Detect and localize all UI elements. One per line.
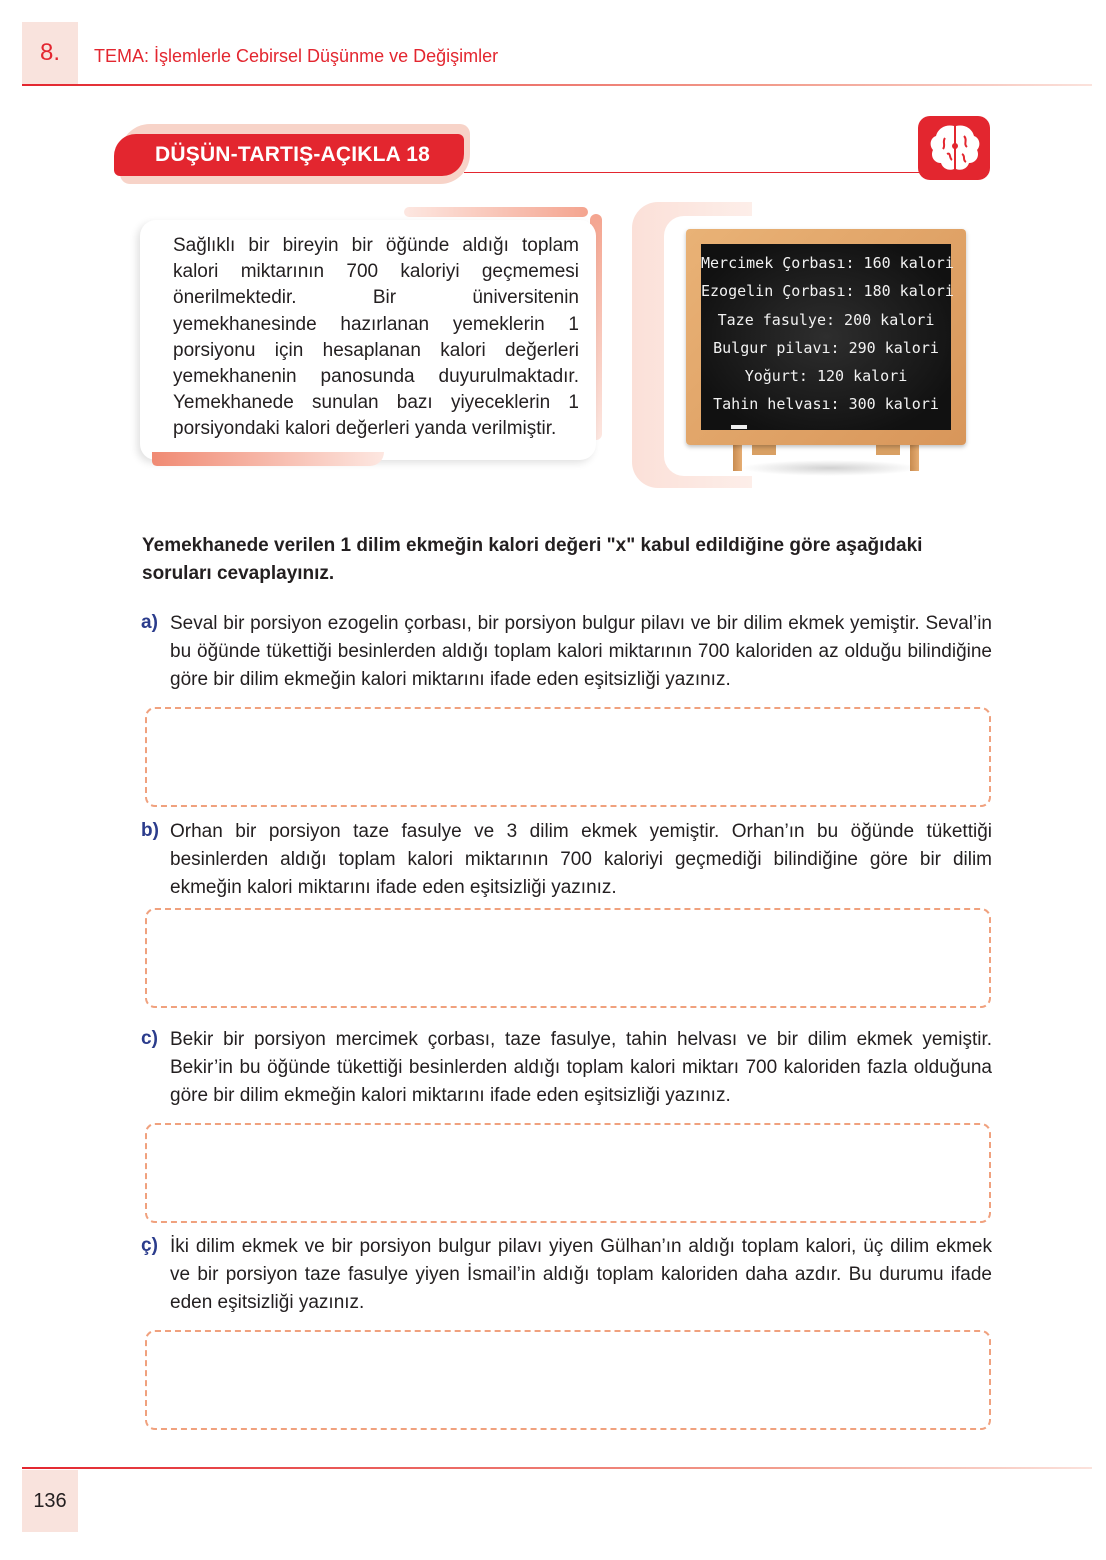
board-shadow — [740, 460, 920, 476]
chalk-icon — [731, 425, 747, 429]
board-item: Taze fasulye: 200 kalori — [717, 311, 935, 329]
board-leg — [876, 445, 900, 455]
question-text: Seval bir porsiyon ezogelin çorbası, bir porsiyon bulgur pilavı ve bir dilim ekmek yemiştir. Seval’in bu öğünde tükettiği besinlerden aldığı toplam kalori miktarının 700 kaloriden az olduğu bilindiğine göre bir dilim ekmeğin kalori miktarını ifade eden eşitsizliği yazınız. — [170, 613, 992, 690]
grade-badge: 8. — [22, 22, 78, 84]
banner-divider — [464, 172, 924, 173]
section-title: DÜŞÜN-TARTIŞ-AÇIKLA 18 — [114, 134, 464, 176]
info-decoration — [404, 207, 588, 217]
answer-area[interactable] — [145, 707, 991, 807]
question-label: ç) — [141, 1235, 158, 1256]
answer-area[interactable] — [145, 1123, 991, 1223]
board-item: Mercimek Çorbası: 160 kalori — [701, 254, 954, 272]
instructions: Yemekhanede verilen 1 dilim ekmeğin kalori değeri "x" kabul edildiğine göre aşağıdaki soruları cevaplayınız. — [142, 535, 923, 584]
question-label: a) — [141, 612, 158, 633]
board-item: Tahin helvası: 300 kalori — [713, 395, 939, 413]
info-text: Sağlıklı bir bireyin bir öğünde aldığı toplam kalori miktarının 700 kaloriyi geçmemesi önerilmektedir. Bir üniversitenin yemekhanesinde hazırlanan yemeklerin 1 porsiyonu için hesaplanan kalori değerleri yemekhanenin panosunda duyurulmaktadır. Yemekhanede sunulan bazı yiyeceklerin 1 porsiyondaki kalori değerleri yanda verilmiştir. — [173, 235, 579, 440]
board-item: Ezogelin Çorbası: 180 kalori — [701, 282, 954, 300]
question-text: Bekir bir porsiyon mercimek çorbası, taze fasulye, tahin helvası ve bir dilim ekmek yemiştir. Bekir’in bu öğünde tükettiği besinlerden aldığı toplam kalori miktarı 700 kaloriden fazla olduğuna göre bir dilim ekmeğin kalori miktarını ifade eden eşitsizliği yazınız. — [170, 1029, 992, 1106]
page-number: 136 — [22, 1470, 78, 1532]
board-item: Yoğurt: 120 kalori — [744, 367, 908, 385]
footer-divider — [22, 1467, 1092, 1469]
question-label: c) — [141, 1028, 158, 1049]
question-text: Orhan bir porsiyon taze fasulye ve 3 dilim ekmek yemiştir. Orhan’ın bu öğünde tükettiği besinlerden aldığı toplam kalori miktarının 700 kaloriyi geçmediği bilindiğine göre bir dilim ekmeğin kalori miktarını ifade eden eşitsizliği yazınız. — [170, 821, 992, 898]
info-decoration — [152, 452, 384, 466]
question-label: b) — [141, 820, 159, 841]
brain-puzzle-icon — [918, 116, 990, 180]
question-text: İki dilim ekmek ve bir porsiyon bulgur pilavı yiyen Gülhan’ın aldığı toplam kalori, üç dilim ekmek ve bir porsiyon taze fasulye yiyen İsmail’in aldığı toplam kaloriden daha azdır. Bu durumu ifade eden eşitsizliği yazınız. — [170, 1236, 992, 1313]
answer-area[interactable] — [145, 908, 991, 1008]
board-item: Bulgur pilavı: 290 kalori — [713, 339, 939, 357]
header-divider — [22, 84, 1092, 86]
answer-area[interactable] — [145, 1330, 991, 1430]
theme-title: TEMA: İşlemlerle Cebirsel Düşünme ve Değişimler — [94, 46, 499, 66]
board-leg — [752, 445, 776, 455]
